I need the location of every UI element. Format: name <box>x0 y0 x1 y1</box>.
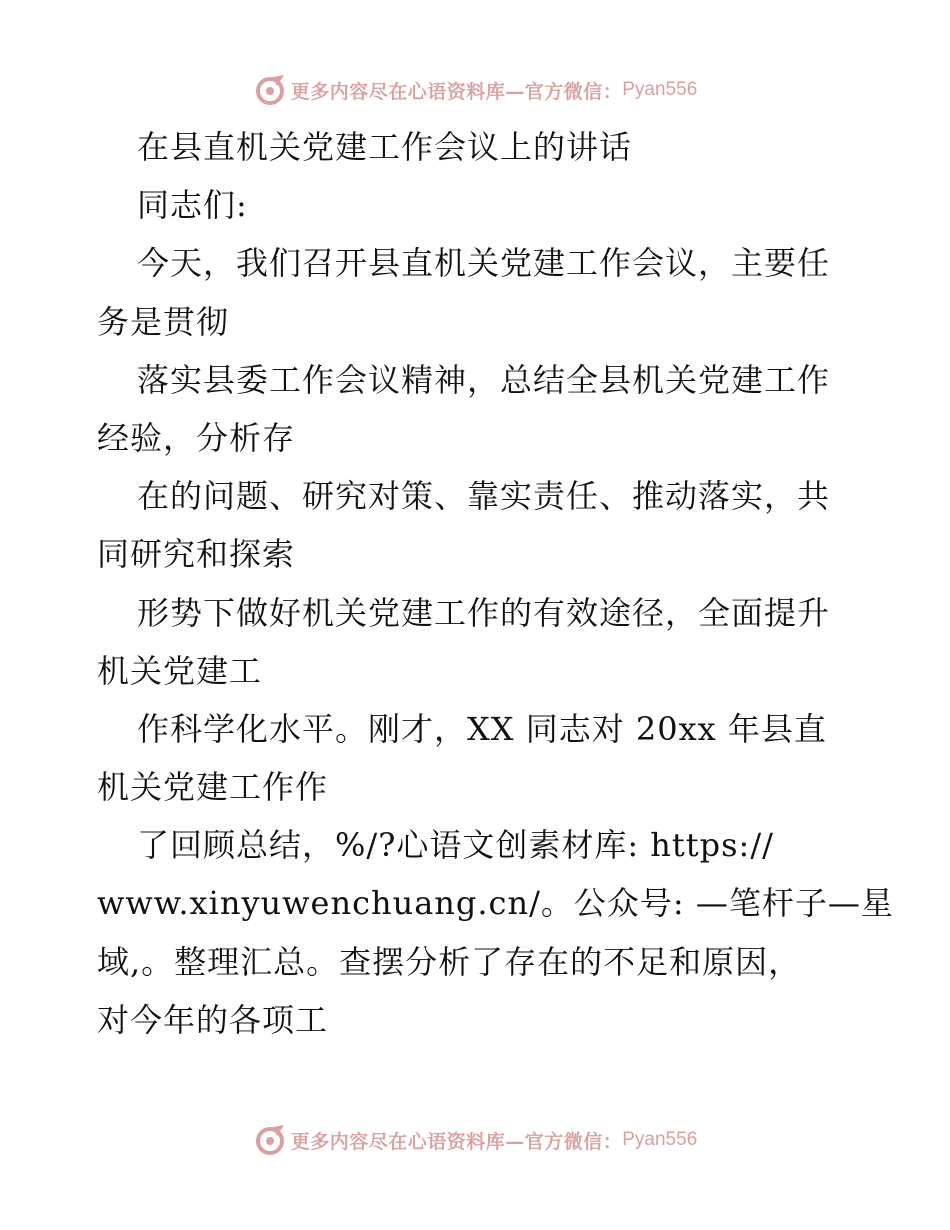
salutation: 同志们: <box>137 186 248 225</box>
paragraph-line: 今天，我们召开县直机关党建工作会议，主要任 <box>137 244 831 283</box>
watermark-wechat-id: Pyan556 <box>622 79 698 100</box>
watermark-text: 更多内容尽在心语资料库—官方微信： <box>290 1130 623 1153</box>
paragraph-line: 同研究和探索 <box>97 535 296 574</box>
paragraph-line: 作科学化水平。刚才，XX 同志对 20xx 年县直 <box>137 709 827 748</box>
paragraph-line: 形势下做好机关党建工作的有效途径，全面提升 <box>137 593 831 632</box>
paragraph-line: 务是贯彻 <box>97 302 230 341</box>
quill-circle-icon <box>253 1123 287 1157</box>
watermark-text: 更多内容尽在心语资料库—官方微信： <box>290 80 623 103</box>
document-title: 在县直机关党建工作会议上的讲话 <box>137 128 633 166</box>
footer-watermark <box>0 1120 950 1160</box>
paragraph-line: 了回顾总结，%/?心语文创素材库: https:// <box>137 826 774 865</box>
quill-circle-icon <box>253 73 287 107</box>
paragraph-line: 在的问题、研究对策、靠实责任、推动落实，共 <box>137 477 831 516</box>
paragraph-line: 经验，分析存 <box>97 418 296 457</box>
paragraph-line: www.xinyuwenchuang.cn/。公众号: —笔杆子—星 <box>97 884 894 923</box>
paragraph-line: 落实县委工作会议精神，总结全县机关党建工作 <box>137 360 831 399</box>
paragraph-line: 域,。整理汇总。查摆分析了存在的不足和原因， <box>97 942 802 981</box>
header-watermark <box>0 70 950 110</box>
document-body <box>97 118 894 1049</box>
paragraph-line: 对今年的各项工 <box>97 1000 329 1039</box>
paragraph-line: 机关党建工 <box>97 651 263 690</box>
paragraph-line: 机关党建工作作 <box>97 768 329 807</box>
watermark-wechat-id: Pyan556 <box>622 1129 698 1150</box>
